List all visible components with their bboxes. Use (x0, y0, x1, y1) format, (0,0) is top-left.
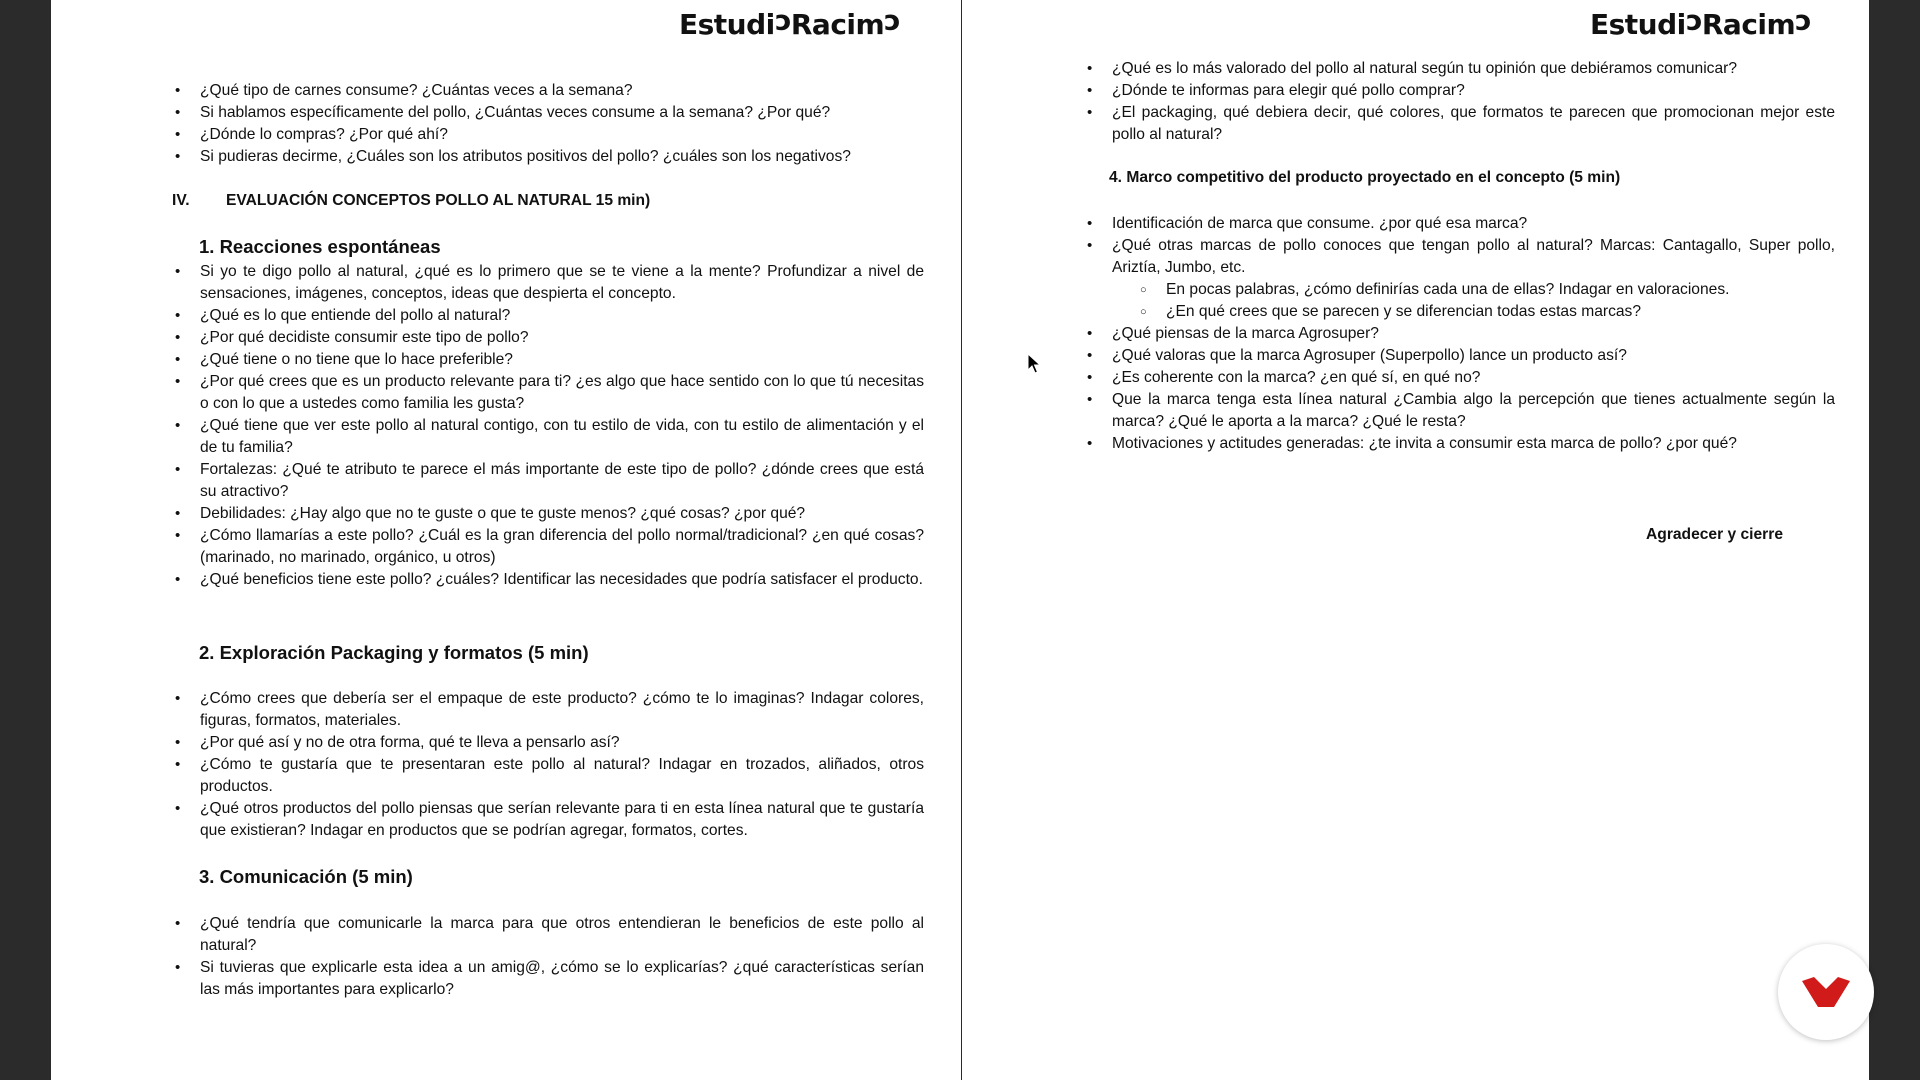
list-item: • ¿Qué tipo de carnes consume? ¿Cuántas veces a la semana? (172, 80, 924, 102)
list-item: • Si hablamos específicamente del pollo, ¿Cuántas veces consume a la semana? ¿Por qué? (172, 102, 924, 124)
list-item: • ¿Qué piensas de la marca Agrosuper? (1084, 323, 1835, 345)
list-item: • ¿Qué tiene que ver este pollo al natural contigo, con tu estilo de vida, con tu estilo de alimentación y el de tu familia? (172, 415, 924, 459)
list-item: • ¿El packaging, qué debiera decir, qué colores, que formatos te parecen que promocionan mejor este pollo al natural? (1084, 102, 1835, 146)
list-item: • ¿Qué otras marcas de pollo conoces que tengan pollo al natural? Marcas: Cantagallo, Super pollo, Ariztía, Jumbo, etc. (1084, 235, 1835, 279)
intro-question-list (172, 80, 924, 168)
brand-logo: EstudicRacimc (679, 8, 901, 41)
list-item: • ¿Cómo te gustaría que te presentaran este pollo al natural? Indagar en trozados, aliñados, otros productos. (172, 754, 924, 798)
list-item: • ¿Cómo crees que debería ser el empaque de este producto? ¿cómo te lo imaginas? Indagar colores, figuras, formatos, materiales. (172, 688, 924, 732)
sub-list-item: ○ En pocas palabras, ¿cómo definirías cada una de ellas? Indagar en valoraciones. (1084, 279, 1835, 301)
list-item: • Si tuvieras que explicarle esta idea a un amig@, ¿cómo se lo explicarías? ¿qué características serían las más importantes para explicarlo? (172, 957, 924, 1001)
list-item: • Que la marca tenga esta línea natural ¿Cambia algo la percepción que tienes actualmente según la marca? ¿Qué le aporta a la marca? ¿Qué le resta? (1084, 389, 1835, 433)
section-number: IV. (172, 192, 190, 209)
document-page-left (51, 0, 961, 1080)
comunicacion-continued-list (1084, 58, 1835, 146)
list-item: • ¿Dónde lo compras? ¿Por qué ahí? (172, 124, 924, 146)
brand-chevron-icon (1800, 975, 1852, 1009)
list-item: • ¿Por qué crees que es un producto relevante para ti? ¿es algo que hace sentido con lo que tú necesitas o con lo que a ustedes como familia les gusta? (172, 371, 924, 415)
section-title: EVALUACIÓN CONCEPTOS POLLO AL NATURAL 15 min) (226, 192, 651, 209)
reacciones-question-list (172, 261, 924, 591)
list-item: • ¿Por qué así y no de otra forma, qué te lleva a pensarlo así? (172, 732, 924, 754)
list-item: • Motivaciones y actitudes generadas: ¿te invita a consumir esta marca de pollo? ¿por qué? (1084, 433, 1835, 455)
list-item: • ¿Es coherente con la marca? ¿en qué sí, en qué no? (1084, 367, 1835, 389)
list-item: • Si yo te digo pollo al natural, ¿qué es lo primero que se te viene a la mente? Profundizar a nivel de sensaciones, imágenes, conceptos, ideas que despierta el concepto. (172, 261, 924, 305)
list-item: • ¿Qué tiene o no tiene que lo hace preferible? (172, 349, 924, 371)
list-item: • ¿Qué es lo que entiende del pollo al natural? (172, 305, 924, 327)
packaging-question-list (172, 688, 924, 842)
list-item: • ¿Cómo llamarías a este pollo? ¿Cuál es la gran diferencia del pollo normal/tradicional? ¿en qué cosas? (marinado, no marinado, orgánico, u otros) (172, 525, 924, 569)
brand-chevron-button[interactable] (1778, 944, 1874, 1040)
subsection-title-packaging: 2. Exploración Packaging y formatos (5 min) (199, 642, 589, 663)
closing-text: Agradecer y cierre (1646, 526, 1783, 543)
sub-list-item: ○ ¿En qué crees que se parecen y se diferencian todas estas marcas? (1084, 301, 1835, 323)
list-item: • ¿Qué tendría que comunicarle la marca para que otros entendieran le beneficios de este pollo al natural? (172, 913, 924, 957)
list-item: • Si pudieras decirme, ¿Cuáles son los atributos positivos del pollo? ¿cuáles son los negativos? (172, 146, 924, 168)
mouse-pointer-icon (1027, 353, 1041, 375)
list-item: • Fortalezas: ¿Qué te atributo te parece el más importante de este tipo de pollo? ¿dónde crees que está su atractivo? (172, 459, 924, 503)
subsection-title-comunicacion: 3. Comunicación (5 min) (199, 866, 413, 887)
comunicacion-question-list (172, 913, 924, 1001)
list-item: • ¿Qué otros productos del pollo piensas que serían relevante para ti en esta línea natural que te gustaría que existieran? Indagar en productos que se podrían agregar, formatos, cortes. (172, 798, 924, 842)
list-item: • Identificación de marca que consume. ¿por qué esa marca? (1084, 213, 1835, 235)
document-page-right (962, 0, 1869, 1080)
subsection-title-reacciones: 1. Reacciones espontáneas (199, 236, 441, 257)
list-item: • ¿Qué beneficios tiene este pollo? ¿cuáles? Identificar las necesidades que podría satisfacer el producto. (172, 569, 924, 591)
marco-question-list (1084, 213, 1835, 455)
list-item: • ¿Qué es lo más valorado del pollo al natural según tu opinión que debiéramos comunicar? (1084, 58, 1835, 80)
list-item: • ¿Qué valoras que la marca Agrosuper (Superpollo) lance un producto así? (1084, 345, 1835, 367)
subsection-title-marco: 4. Marco competitivo del producto proyectado en el concepto (5 min) (1109, 169, 1621, 186)
list-item: • ¿Dónde te informas para elegir qué pollo comprar? (1084, 80, 1835, 102)
brand-logo: EstudicRacimc (1590, 8, 1812, 41)
list-item: • Debilidades: ¿Hay algo que no te guste o que te guste menos? ¿qué cosas? ¿por qué? (172, 503, 924, 525)
list-item: • ¿Por qué decidiste consumir este tipo de pollo? (172, 327, 924, 349)
